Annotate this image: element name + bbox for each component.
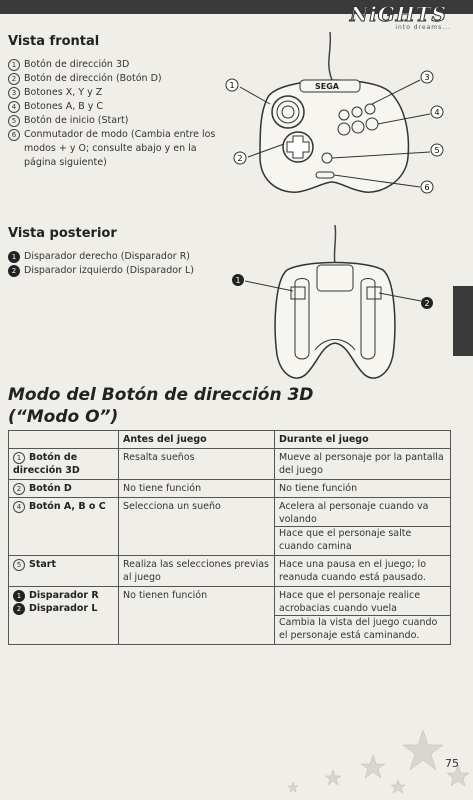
row-label: Botón de dirección 3D bbox=[13, 452, 80, 476]
front-view-title: Vista frontal bbox=[8, 34, 100, 49]
cell-text: Acelera al personaje cuando va volando bbox=[279, 501, 429, 525]
mode-title-line1: Modo del Botón de dirección 3D bbox=[8, 385, 314, 405]
callout-label: 3 bbox=[424, 73, 430, 82]
cell-text: Selecciona un sueño bbox=[123, 501, 221, 512]
rear-view-title: Vista posterior bbox=[8, 226, 117, 241]
table-cell bbox=[119, 556, 275, 587]
list-item-text: Disparador derecho (Disparador R) bbox=[24, 251, 191, 262]
row-label: Botón A, B o C bbox=[29, 501, 106, 512]
logo-subtitle: into dreams... bbox=[395, 24, 451, 31]
number-badge: 4 bbox=[8, 101, 20, 113]
list-item-text: Botones A, B y C bbox=[24, 101, 104, 112]
callout-label: 6 bbox=[424, 183, 430, 192]
callout-label: 1 bbox=[229, 81, 235, 90]
table-cell bbox=[119, 498, 275, 556]
list-item bbox=[8, 128, 218, 170]
table-cell bbox=[9, 556, 119, 587]
list-item-text: Conmutador de modo (Cambia entre los modos + y O; consulte abajo y en la página siguiente) bbox=[24, 129, 216, 168]
table-header: Antes del juego bbox=[119, 431, 275, 449]
number-badge: 4 bbox=[13, 501, 25, 513]
stars-decoration bbox=[223, 720, 473, 800]
list-item bbox=[8, 264, 218, 278]
table-row bbox=[9, 556, 451, 587]
table-cell bbox=[275, 480, 451, 498]
list-item-text: Disparador izquierdo (Disparador L) bbox=[24, 265, 194, 276]
list-item-text: Botones X, Y y Z bbox=[24, 87, 103, 98]
cell-text: No tiene función bbox=[279, 483, 358, 494]
table-cell bbox=[119, 587, 275, 645]
front-view-list bbox=[8, 58, 218, 170]
table-cell bbox=[275, 498, 451, 556]
list-item bbox=[8, 114, 218, 128]
row-label: Disparador R bbox=[29, 590, 99, 601]
cell-text: Mueve al personaje por la pantalla del juego bbox=[279, 452, 444, 476]
cell-text: Realiza las selecciones previas al juego bbox=[123, 559, 269, 583]
page-number: 75 bbox=[445, 757, 459, 770]
table-cell bbox=[9, 449, 119, 480]
table-header bbox=[9, 431, 119, 449]
table-cell bbox=[275, 449, 451, 480]
table-cell bbox=[9, 480, 119, 498]
table-cell bbox=[275, 556, 451, 587]
sega-brand-text: SEGA bbox=[315, 82, 339, 91]
row-label: Start bbox=[29, 559, 57, 570]
cell-text: Hace que el personaje realice acrobacias cuando vuela bbox=[279, 590, 421, 614]
controller-front-illustration bbox=[220, 32, 450, 207]
list-item-text: Botón de dirección 3D bbox=[24, 59, 130, 70]
cell-text: Cambia la vista del juego cuando el personaje está caminando. bbox=[275, 615, 450, 642]
page-side-tab bbox=[453, 286, 473, 356]
number-badge: 2 bbox=[8, 265, 20, 277]
mode-table bbox=[8, 430, 451, 645]
mode-title-line2: (“Modo O”) bbox=[8, 407, 119, 427]
list-item bbox=[8, 72, 218, 86]
number-badge: 2 bbox=[13, 483, 25, 495]
list-item bbox=[8, 58, 218, 72]
row-label: Disparador L bbox=[29, 603, 98, 614]
cell-text: Hace que el personaje salte cuando camina bbox=[275, 526, 450, 553]
nights-logo bbox=[349, 0, 465, 32]
table-cell bbox=[9, 587, 119, 645]
number-badge: 2 bbox=[8, 73, 20, 85]
number-badge: 2 bbox=[13, 603, 25, 615]
cell-text: No tienen función bbox=[123, 590, 208, 601]
table-header-row bbox=[9, 431, 451, 449]
rear-view-list bbox=[8, 250, 218, 278]
mode-title bbox=[8, 384, 313, 428]
number-badge: 3 bbox=[8, 87, 20, 99]
cell-text: Hace una pausa en el juego; lo reanuda cuando está pausado. bbox=[279, 559, 427, 583]
list-item bbox=[8, 100, 218, 114]
callout-label: 2 bbox=[237, 154, 243, 163]
callout-label: 2 bbox=[424, 299, 430, 308]
table-cell bbox=[119, 449, 275, 480]
list-item-text: Botón de dirección (Botón D) bbox=[24, 73, 162, 84]
number-badge: 1 bbox=[8, 59, 20, 71]
table-row bbox=[9, 498, 451, 556]
cell-text: No tiene función bbox=[123, 483, 202, 494]
table-header: Durante el juego bbox=[275, 431, 451, 449]
table-row bbox=[9, 449, 451, 480]
controller-rear-illustration bbox=[225, 225, 440, 385]
list-item-text: Botón de inicio (Start) bbox=[24, 115, 129, 126]
list-item bbox=[8, 86, 218, 100]
number-badge: 5 bbox=[8, 115, 20, 127]
table-cell bbox=[9, 498, 119, 556]
number-badge: 5 bbox=[13, 559, 25, 571]
table-cell bbox=[119, 480, 275, 498]
table-row bbox=[9, 587, 451, 645]
number-badge: 1 bbox=[8, 251, 20, 263]
row-label: Botón D bbox=[29, 483, 72, 494]
cell-text: Resalta sueños bbox=[123, 452, 195, 463]
number-badge: 1 bbox=[13, 590, 25, 602]
callout-label: 5 bbox=[434, 146, 440, 155]
callout-label: 1 bbox=[235, 276, 241, 285]
list-item bbox=[8, 250, 218, 264]
table-row bbox=[9, 480, 451, 498]
number-badge: 6 bbox=[8, 129, 20, 141]
table-cell bbox=[275, 587, 451, 645]
logo-text: NiGHTS bbox=[349, 2, 447, 26]
number-badge: 1 bbox=[13, 452, 25, 464]
callout-label: 4 bbox=[434, 108, 440, 117]
